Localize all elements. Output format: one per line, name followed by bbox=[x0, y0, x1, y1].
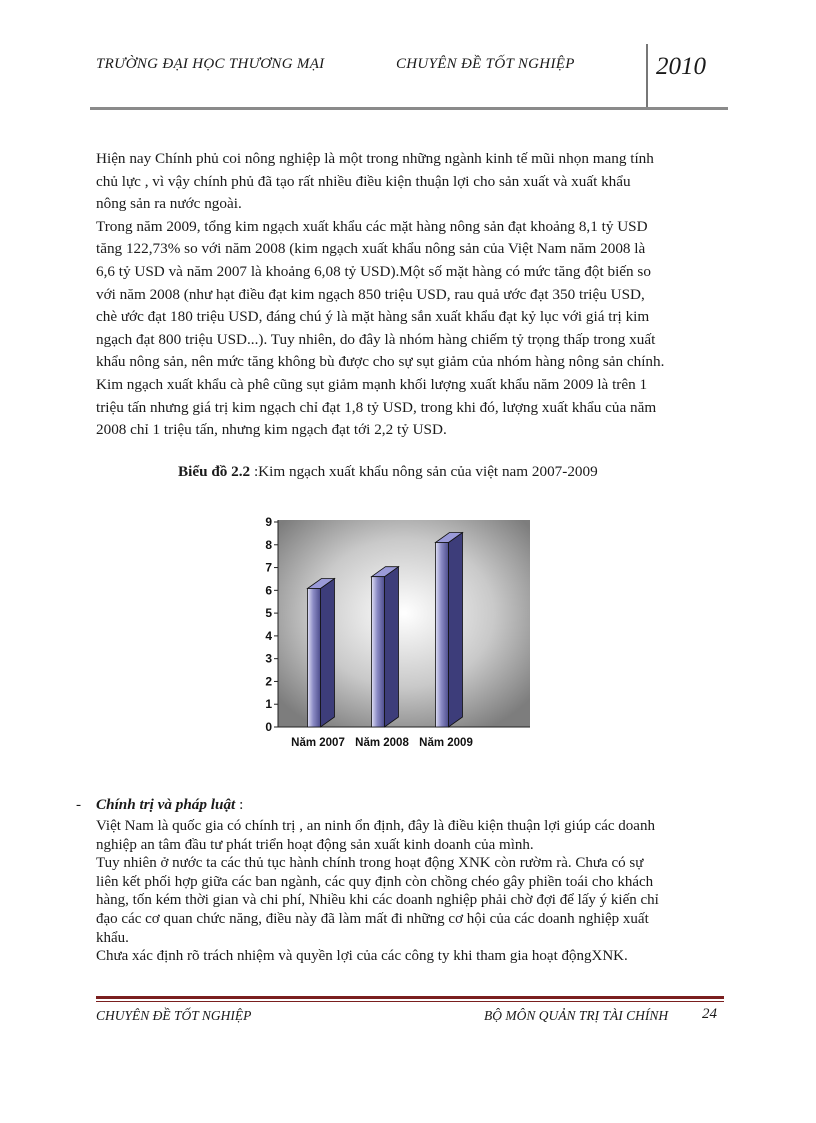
text-line: hàng, tốn kém thời gian và chi phí, Nhiều khi các doanh nghiệp phải chờ đợi để lấy ý kiến chỉ bbox=[96, 892, 659, 909]
y-tick-label: 7 bbox=[265, 560, 272, 575]
header-rule bbox=[90, 107, 728, 110]
text-line: nông sản ra nước ngoài. bbox=[96, 195, 242, 213]
text-line: liên kết phối hợp giữa các ban ngành, các quy định còn chồng chéo gây phiền toái cho khách bbox=[96, 873, 654, 890]
bar-side bbox=[449, 533, 463, 728]
footer-left: CHUYÊN ĐỀ TỐT NGHIỆP bbox=[96, 1008, 252, 1023]
paragraph-politics bbox=[96, 817, 724, 966]
section-title-text: Chính trị và pháp luật bbox=[96, 796, 236, 813]
text-line: chè ước đạt 180 triệu USD, đáng chú ý là mặt hàng sắn xuất khẩu đạt kỷ lục với giá trị kim bbox=[96, 308, 650, 326]
text-line: chủ lực , vì vậy chính phủ đã tạo rất nhiều điều kiện thuận lợi cho sản xuất và xuất khẩu bbox=[96, 172, 631, 190]
x-tick-label: Năm 2008 bbox=[355, 737, 409, 749]
x-tick-label: Năm 2007 bbox=[291, 737, 345, 749]
text-line: Việt Nam là quốc gia có chính trị , an ninh ổn định, đây là điều kiện thuận lợi giúp các doanh bbox=[96, 818, 655, 834]
bar bbox=[308, 579, 335, 727]
chart-caption-label: Biểu đồ 2.2 bbox=[178, 463, 251, 480]
bar-front bbox=[308, 589, 321, 727]
bar-side bbox=[321, 579, 335, 727]
footer-right: BỘ MÔN QUẢN TRỊ TÀI CHÍNH bbox=[484, 1008, 669, 1023]
text-line: với năm 2008 (như hạt điều đạt kim ngạch 850 triệu USD, rau quả ước đạt 350 triệu USD, bbox=[96, 285, 645, 303]
text-line: nghiệp an tâm đầu tư phát triển hoạt động sản xuất kinh doanh của mình. bbox=[96, 836, 534, 853]
paragraph-intro bbox=[96, 148, 724, 442]
footer-rule-thin bbox=[96, 1001, 724, 1002]
y-tick-label: 3 bbox=[265, 651, 272, 666]
text-line: 2008 chỉ 1 triệu tấn, nhưng kim ngạch đạt tới 2,2 tỷ USD. bbox=[96, 421, 447, 439]
text-line: ngạch đạt 800 triệu USD...). Tuy nhiên, do đây là nhóm hàng chiếm tỷ trọng thấp trong xuất bbox=[96, 330, 656, 348]
page-number: 24 bbox=[702, 1006, 717, 1022]
y-tick-label: 6 bbox=[265, 583, 272, 598]
y-tick-label: 8 bbox=[265, 537, 272, 552]
text-line: khẩu. bbox=[96, 929, 129, 946]
bar bbox=[372, 567, 399, 727]
section-title-colon: : bbox=[235, 796, 244, 813]
export-bar-chart bbox=[254, 510, 544, 755]
text-line: Tuy nhiên ở nước ta các thủ tục hành chính trong hoạt động XNK còn rườm rà. Chưa có sự bbox=[96, 855, 644, 872]
y-tick-label: 1 bbox=[265, 697, 272, 712]
text-line: triệu tấn nhưng giá trị kim ngạch chỉ đạt 1,8 tỷ USD, trong khi đó, lượng xuất khẩu của năm bbox=[96, 398, 657, 416]
header-school: TRƯỜNG ĐẠI HỌC THƯƠNG MẠI bbox=[96, 56, 325, 72]
y-tick-label: 4 bbox=[265, 628, 272, 643]
text-line: đạo các cơ quan chức năng, điều này đã làm mất đi những cơ hội của các doanh nghiệp xuất bbox=[96, 910, 649, 927]
y-tick-label: 2 bbox=[265, 674, 272, 689]
y-tick-label: 0 bbox=[265, 720, 272, 734]
text-line: Kim ngạch xuất khẩu cà phê cũng sụt giảm mạnh khối lượng xuất khẩu năm 2009 là trên 1 bbox=[96, 375, 648, 393]
header-year: 2010 bbox=[656, 53, 706, 80]
bar bbox=[436, 533, 463, 728]
header-divider bbox=[646, 44, 648, 108]
text-line: tăng 122,73% so với năm 2008 (kim ngạch xuất khẩu nông sản của Việt Nam năm 2008 là bbox=[96, 240, 646, 258]
text-line: Chưa xác định rõ trách nhiệm và quyền lợi của các công ty khi tham gia hoạt độngXNK. bbox=[96, 948, 628, 965]
y-tick-label: 5 bbox=[265, 606, 272, 621]
chart-svg bbox=[254, 510, 544, 755]
y-tick-label: 9 bbox=[265, 515, 272, 529]
text-line: Trong năm 2009, tổng kim ngạch xuất khẩu các mặt hàng nông sản đạt khoảng 8,1 tỷ USD bbox=[96, 217, 648, 235]
chart-caption bbox=[178, 463, 598, 481]
bar-front bbox=[436, 543, 449, 728]
header-doc-type: CHUYÊN ĐỀ TỐT NGHIỆP bbox=[396, 56, 575, 72]
x-tick-label: Năm 2009 bbox=[419, 737, 473, 749]
bar-front bbox=[372, 577, 385, 727]
bar-side bbox=[385, 567, 399, 727]
text-line: Hiện nay Chính phủ coi nông nghiệp là một trong những ngành kinh tế mũi nhọn mang tính bbox=[96, 150, 654, 167]
text-line: 6,6 tỷ USD và năm 2007 là khoảng 6,08 tỷ USD).Một số mặt hàng có mức tăng đột biến so bbox=[96, 262, 651, 280]
chart-caption-text: :Kim ngạch xuất khẩu nông sản của việt nam 2007-2009 bbox=[250, 463, 598, 480]
footer-rule-thick bbox=[96, 996, 724, 999]
section-title bbox=[96, 796, 243, 814]
text-line: khẩu nông sản, nên mức tăng không bù được cho sự sụt giảm của nhóm hàng nông sản chính. bbox=[96, 353, 665, 371]
bullet-dash: - bbox=[76, 796, 82, 813]
